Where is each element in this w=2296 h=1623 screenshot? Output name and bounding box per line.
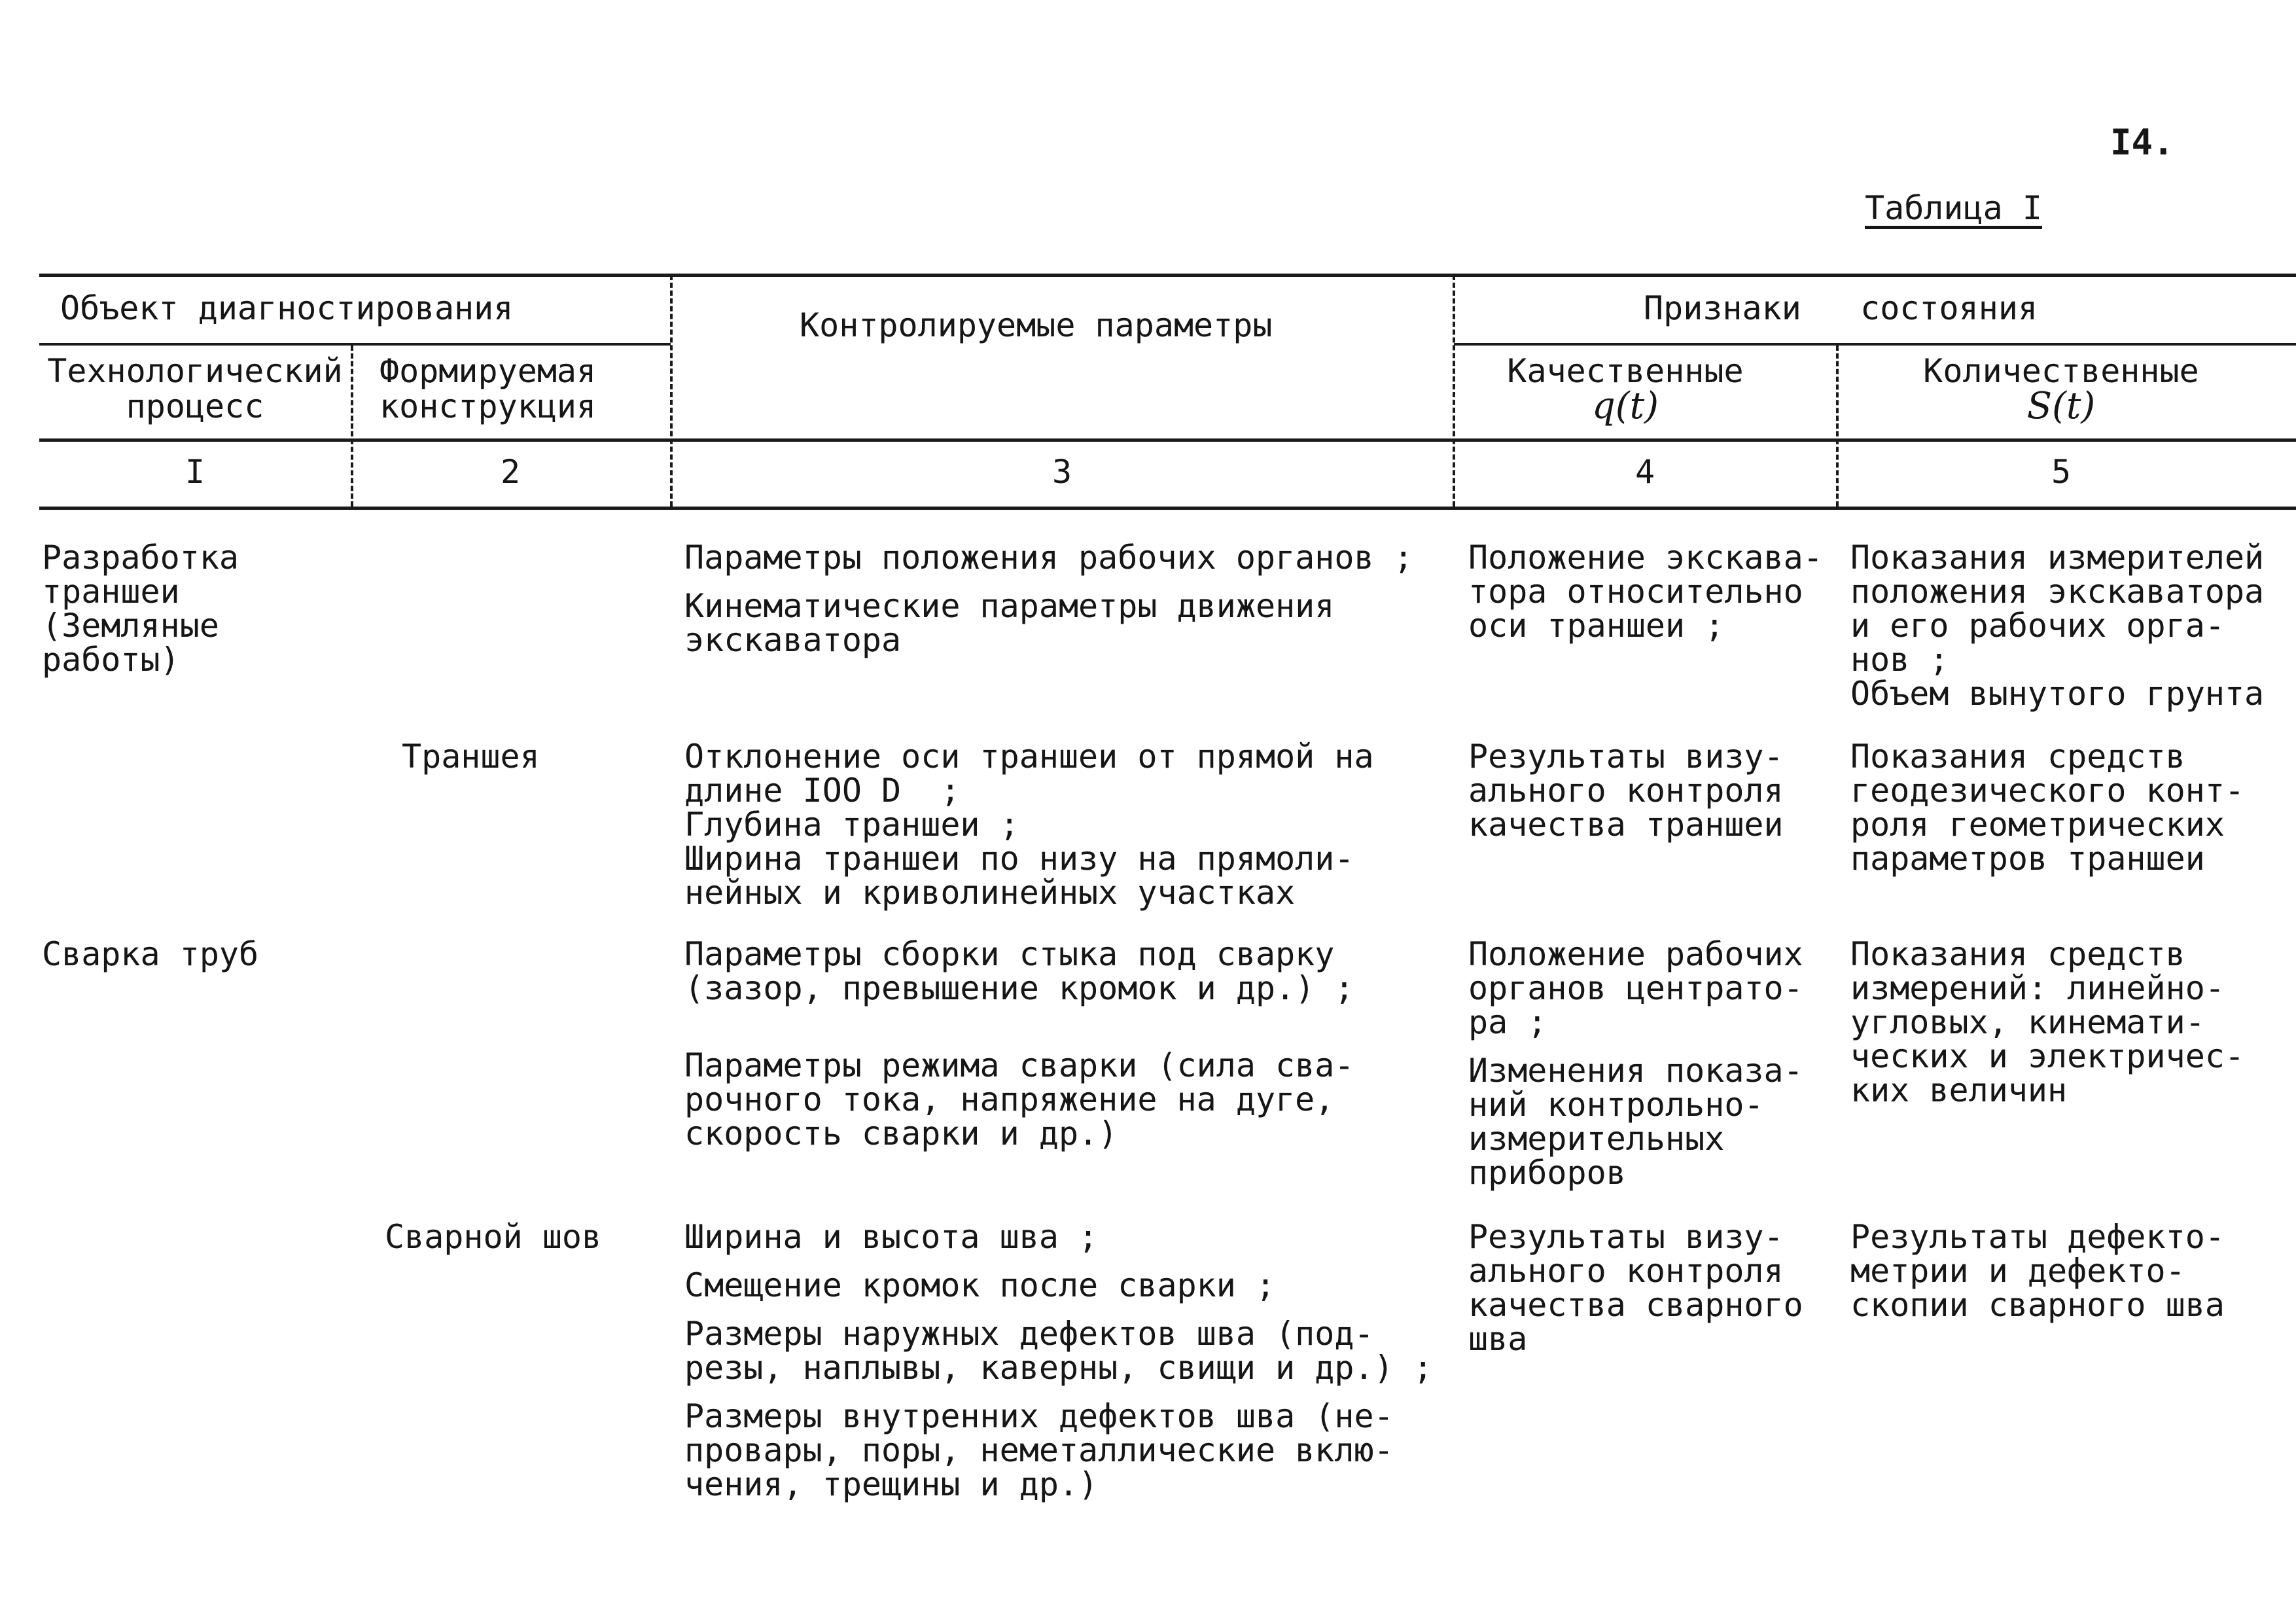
header-construction-line: конструкция: [380, 387, 597, 425]
text-line: приборов: [1468, 1154, 1626, 1192]
text-line: рочного тока, напряжение на дуге,: [684, 1080, 1335, 1118]
table-label: Таблица I: [1865, 189, 2042, 227]
row-4-qualitative: [1468, 1220, 1803, 1356]
text-line: органов центрато-: [1468, 969, 1803, 1007]
table-top-rule: [39, 274, 2296, 277]
header-process-line: процесс: [126, 387, 264, 425]
row-2-quantitative: [1850, 740, 2244, 876]
text-line: Результаты дефекто-: [1850, 1218, 2225, 1256]
header-qualitative-label: Качественные: [1507, 352, 1744, 390]
text-line: параметров траншеи: [1850, 840, 2205, 878]
text-line: скопии сварного шва: [1850, 1286, 2225, 1324]
text-line: Положение рабочих: [1468, 935, 1803, 973]
row-4-params: [684, 1220, 1433, 1501]
text-line: Ширина и высота шва ;: [684, 1218, 1099, 1256]
text-line: Параметры положения рабочих органов ;: [684, 539, 1413, 577]
text-line: (Земляные: [42, 607, 219, 645]
header-construction: [380, 353, 596, 424]
text-line: оси траншеи ;: [1468, 607, 1725, 645]
text-line: (зазор, превышение кромок и др.) ;: [684, 969, 1354, 1007]
column-number: I: [185, 453, 205, 491]
text-line: Смещение кромок после сварки ;: [684, 1266, 1276, 1304]
text-line: Параметры сборки стыка под сварку: [684, 935, 1335, 973]
column-number: 5: [2051, 453, 2072, 491]
text-line: Результаты визу-: [1468, 738, 1784, 776]
text-line: резы, наплывы, каверны, свищи и др.) ;: [684, 1349, 1433, 1387]
text-line: Показания средств: [1850, 738, 2185, 776]
row-1-process: [42, 541, 239, 677]
text-line: измерений: линейно-: [1850, 969, 2225, 1007]
text-line: ра ;: [1468, 1003, 1547, 1041]
text-line: ческих и электричес-: [1850, 1037, 2245, 1075]
text-line: Кинематические параметры движения: [684, 587, 1335, 625]
text-line: измерительных: [1468, 1120, 1725, 1158]
header-quantitative: [1839, 352, 2284, 427]
text-line: Отклонение оси траншеи от прямой на: [684, 738, 1374, 776]
header-params: Контролируемые параметры: [800, 306, 1273, 344]
header-sub-rule-right: [1454, 343, 2296, 346]
text-line: Результаты визу-: [1468, 1218, 1784, 1256]
header-signs: Признаки состояния: [1644, 289, 2038, 327]
text-line: Размеры внутренних дефектов шва (не-: [684, 1397, 1394, 1435]
page-number: I4.: [2110, 122, 2174, 163]
text-line: длине IOO D ;: [684, 772, 961, 810]
text-line: Параметры режима сварки (сила сва-: [684, 1046, 1354, 1084]
header-quantitative-symbol: S(t): [2026, 385, 2096, 427]
text-line: и его рабочих орга-: [1850, 607, 2225, 645]
text-line: нов ;: [1850, 641, 1949, 679]
text-line: скорость сварки и др.): [684, 1115, 1118, 1152]
column-number: 4: [1634, 453, 1655, 491]
text-line: Глубина траншеи ;: [684, 806, 1019, 844]
text-line: тора относительно: [1468, 573, 1803, 611]
row-1-quantitative: [1850, 541, 2264, 711]
text-line: Показания средств: [1850, 935, 2185, 973]
column-numbers-rule: [39, 507, 2296, 510]
text-line: роля геометрических: [1850, 806, 2225, 844]
text-line: шва: [1468, 1320, 1528, 1358]
row-2-construction: Траншея: [402, 738, 540, 776]
text-line: геодезического конт-: [1850, 772, 2245, 810]
header-process-line: Технологический: [47, 352, 343, 390]
text-line: Размеры наружных дефектов шва (под-: [684, 1315, 1374, 1353]
row-4-quantitative: [1850, 1220, 2225, 1322]
row-3-params: [684, 937, 1354, 1150]
row-1-qualitative: [1468, 541, 1823, 643]
text-line: метрии и дефекто-: [1850, 1252, 2185, 1290]
row-3-process: [42, 937, 258, 971]
row-4-construction: Сварной шов: [385, 1218, 602, 1256]
text-line: ального контроля: [1468, 1252, 1784, 1290]
text-line: Объем вынутого грунта: [1850, 675, 2265, 713]
header-qualitative: [1455, 352, 1795, 427]
text-line: положения экскаватора: [1850, 573, 2265, 611]
row-3-qualitative: [1468, 937, 1803, 1190]
text-line: Положение экскава-: [1468, 539, 1823, 577]
header-sub-rule-left: [39, 343, 671, 346]
column-number: 3: [1051, 453, 1072, 491]
text-line: Разработка: [42, 539, 239, 577]
header-quantitative-label: Количественные: [1923, 352, 2199, 390]
header-construction-line: Формируемая: [380, 352, 597, 390]
header-object: Объект диагностирования: [60, 289, 514, 327]
text-line: ний контрольно-: [1468, 1086, 1764, 1124]
text-line: качества траншеи: [1468, 806, 1784, 844]
header-process: [39, 353, 351, 424]
row-2-params: [684, 740, 1374, 910]
text-line: траншеи: [42, 573, 180, 611]
header-rule: [39, 438, 2296, 442]
text-line: Изменения показа-: [1468, 1052, 1803, 1090]
text-line: ких величин: [1850, 1071, 2068, 1109]
text-line: Ширина траншеи по низу на прямоли-: [684, 840, 1354, 878]
row-3-quantitative: [1850, 937, 2244, 1107]
header-qualitative-symbol: q(t): [1591, 385, 1659, 427]
text-line: нейных и криволинейных участках: [684, 874, 1296, 912]
text-line: работы): [42, 641, 180, 679]
text-line: провары, поры, неметаллические вклю-: [684, 1431, 1394, 1469]
column-number: 2: [500, 453, 521, 491]
text-line: Показания измерителей: [1850, 539, 2265, 577]
text-line: экскаватора: [684, 621, 902, 659]
text-line: ального контроля: [1468, 772, 1784, 810]
text-line: Сварка труб: [42, 935, 259, 973]
text-line: угловых, кинемати-: [1850, 1003, 2205, 1041]
text-line: качества сварного: [1468, 1286, 1803, 1324]
text-line: чения, трещины и др.): [684, 1465, 1099, 1503]
row-2-qualitative: [1468, 740, 1784, 842]
row-1-params: [684, 541, 1413, 657]
